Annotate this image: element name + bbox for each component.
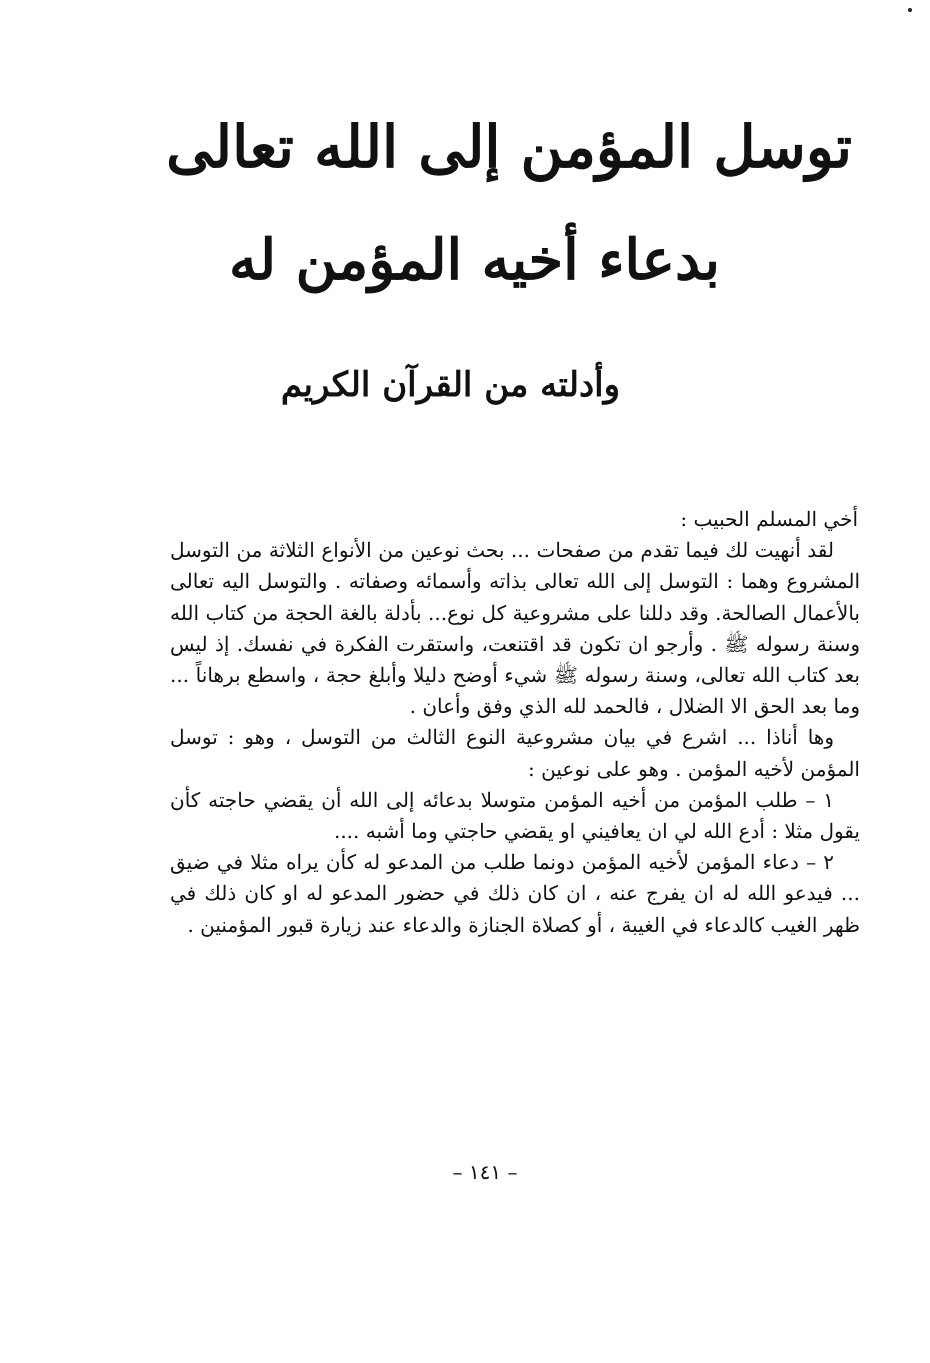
paragraph-1: لقد أنهيت لك فيما تقدم من صفحات ... بحث نوعين من الأنواع الثلاثة من التوسل المشروع وهما : التوسل إلى الله تعالى بذاته وأسمائه وصفاته . والتوسل اليه تعالى بالأعمال الصالحة. وقد دللنا على مشروعية كل نوع... بأدلة بالغة الحجة من كتاب الله وسنة رسوله ﷺ . وأرجو ان تكون قد اقتنعت، واستقرت الفكرة في نفسك. إذ ليس بعد كتاب الله تعالى، وسنة رسوله ﷺ شيء أوضح دليلا وأبلغ حجة ، واسطع برهاناً ... وما بعد الحق الا الضلال ، فالحمد لله الذي وفق وأعان . (170, 538, 860, 719)
body-text (170, 504, 860, 941)
chapter-title-line-2: بدعاء أخيه المؤمن له (228, 227, 720, 293)
paragraph-2: وها أناذا ... اشرع في بيان مشروعية النوع الثالث من التوسل ، وهو : توسل المؤمن لأخيه المؤمن . وهو على نوعين : (170, 725, 860, 781)
page-number: – ١٤١ – (452, 1160, 518, 1184)
corner-mark (908, 8, 912, 12)
list-item-1: ١ – طلب المؤمن من أخيه المؤمن متوسلا بدعائه إلى الله أن يقضي حاجته كأن يقول مثلا : أدع الله لي ان يعافيني او يقضي حاجتي وما أشبه .... (170, 787, 860, 844)
chapter-subtitle: وأدلته من القرآن الكريم (280, 365, 620, 405)
greeting: أخي المسلم الحبيب : (680, 507, 858, 531)
chapter-title-line-1: توسل المؤمن إلى الله تعالى (166, 113, 852, 181)
list-item-2: ٢ – دعاء المؤمن لأخيه المؤمن دونما طلب من المدعو له كأن يراه مثلا في ضيق ... فيدعو الله له ان يفرج عنه ، ان كان ذلك في حضور المدعو له او كان ذلك في ظهر الغيب كالدعاء في الغيبة ، أو كصلاة الجنازة والدعاء عند زيارة قبور المؤمنين . (170, 850, 860, 937)
